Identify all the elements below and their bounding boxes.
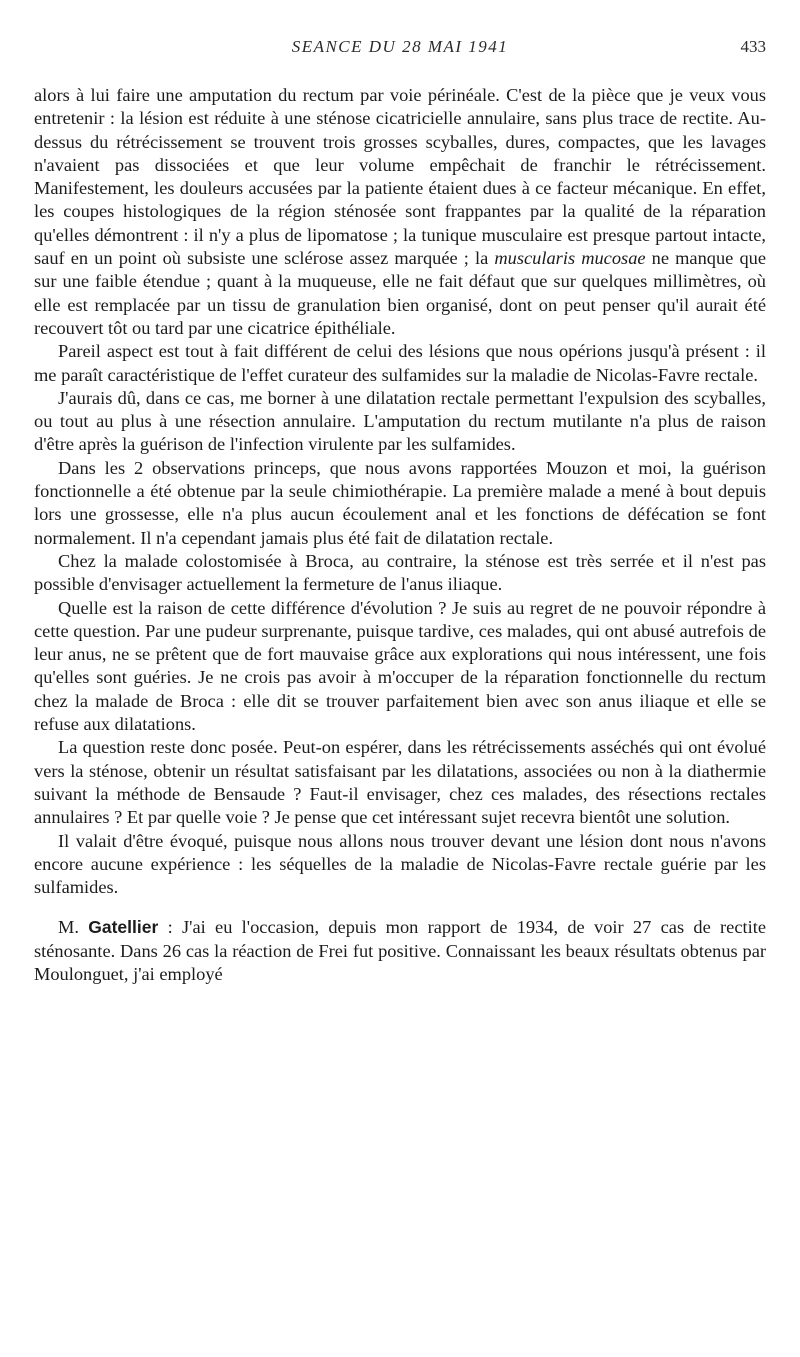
- speaker-name: Gatellier: [88, 917, 159, 938]
- paragraph-8: Il valait d'être évoqué, puisque nous allons nous trouver devant une lésion dont nous n'avons encore aucune expérience : les séquelles de la maladie de Nicolas-Favre rectale guérie par les sulfamides.: [34, 830, 766, 898]
- paragraph-4: Dans les 2 observations princeps, que nous avons rapportées Mouzon et moi, la guérison fonctionnelle a été obtenue par la seule chimiothérapie. La première malade a mené à bout depuis lors une grossesse, elle n'a plus aucun écoulement anal et les fonctions de défécation se font normalement. Il n'a cependant jamais plus été fait de dilatation rectale.: [34, 457, 766, 548]
- paragraph-1-text-b: ne manque que sur une faible étendue ; quant à la muqueuse, elle ne fait défaut que sur quelques millimètres, où elle est remplacée par un tissu de granulation bien organisé, dont on peut penser qu'il aurait été recouvert tôt ou tard par une cicatrice épithéliale.: [34, 248, 767, 338]
- paragraph-6: Quelle est la raison de cette différence d'évolution ? Je suis au regret de ne pouvoir répondre à cette question. Par une pudeur surprenante, puisque tardive, ces malades, qui ont abusé autrefois de leur anus, ne se prêtent que de fort mauvaise grâce aux explorations qui nous intéressent, une fois qu'elles sont guéries. Je ne crois pas avoir à m'occuper de la réparation fonctionnelle du rectum chez la malade de Broca : elle dit se trouver parfaitement bien avec son anus iliaque et elle se refuse aux dilatations.: [34, 597, 766, 735]
- paragraph-5: Chez la malade colostomisée à Broca, au contraire, la sténose est très serrée et il n'est pas possible d'envisager actuellement la fermeture de l'anus iliaque.: [34, 550, 766, 595]
- body-text: [34, 84, 766, 986]
- page-header: [34, 37, 766, 65]
- paragraph-9: [34, 916, 766, 986]
- paragraph-3: J'aurais dû, dans ce cas, me borner à une dilatation rectale permettant l'expulsion des scyballes, ou tout au plus à une résection annulaire. L'amputation du rectum mutilante n'a plus de raison d'être après la guérison de l'infection virulente par les sulfamides.: [34, 387, 766, 455]
- paragraph-9-text: : J'ai eu l'occasion, depuis mon rapport de 1934, de voir 27 cas de rectite sténosante. Dans 26 cas la réaction de Frei fut positive. Connaissant les beaux résultats obtenus par Moulonguet, j'ai employé: [34, 917, 766, 984]
- paragraph-2: Pareil aspect est tout à fait différent de celui des lésions que nous opérions jusqu'à présent : il me paraît caractéristique de l'effet curateur des sulfamides sur la maladie de Nicolas-Favre rectale.: [34, 341, 766, 385]
- page-number: 433: [740, 37, 766, 56]
- speaker-prefix: M.: [58, 917, 89, 938]
- paragraph-1-text-a: alors à lui faire une amputation du rectum par voie périnéale. C'est de la pièce que je veux vous entretenir : la lésion est réduite à une sténose cicatricielle annulaire, sans plus trace de rectite. Au-dessus du rétrécissement se trouvent trois grosses scyballes, dures, compactes, que les lavages n'avaient pas dissociées et que leur volume empêchait de franchir le rétrécissement. Manifestement, les douleurs accusées par la patiente étaient dues à ce facteur mécanique. En effet, les coupes histologiques de la région sténosée sont frappantes par la qualité de la réparation qu'elles démontrent : il n'y a plus de lipomatose ; la tunique musculaire est presque partout intacte, sauf en un point où subsiste une sclérose assez marquée ; la: [34, 85, 766, 269]
- paragraph-7: La question reste donc posée. Peut-on espérer, dans les rétrécissements asséchés qui ont évolué vers la sténose, obtenir un résultat satisfaisant par les dilatations, associées ou non à la diathermie suivant la méthode de Bensaude ? Faut-il envisager, chez ces malades, des résections rectales annulaires ? Et par quelle voie ? Je pense que cet intéressant sujet recevra bientôt une solution.: [34, 737, 766, 828]
- paragraph-1: [34, 84, 766, 340]
- italic-term: muscularis mucosae: [494, 248, 646, 269]
- running-title: SEANCE DU 28 MAI 1941: [291, 37, 509, 56]
